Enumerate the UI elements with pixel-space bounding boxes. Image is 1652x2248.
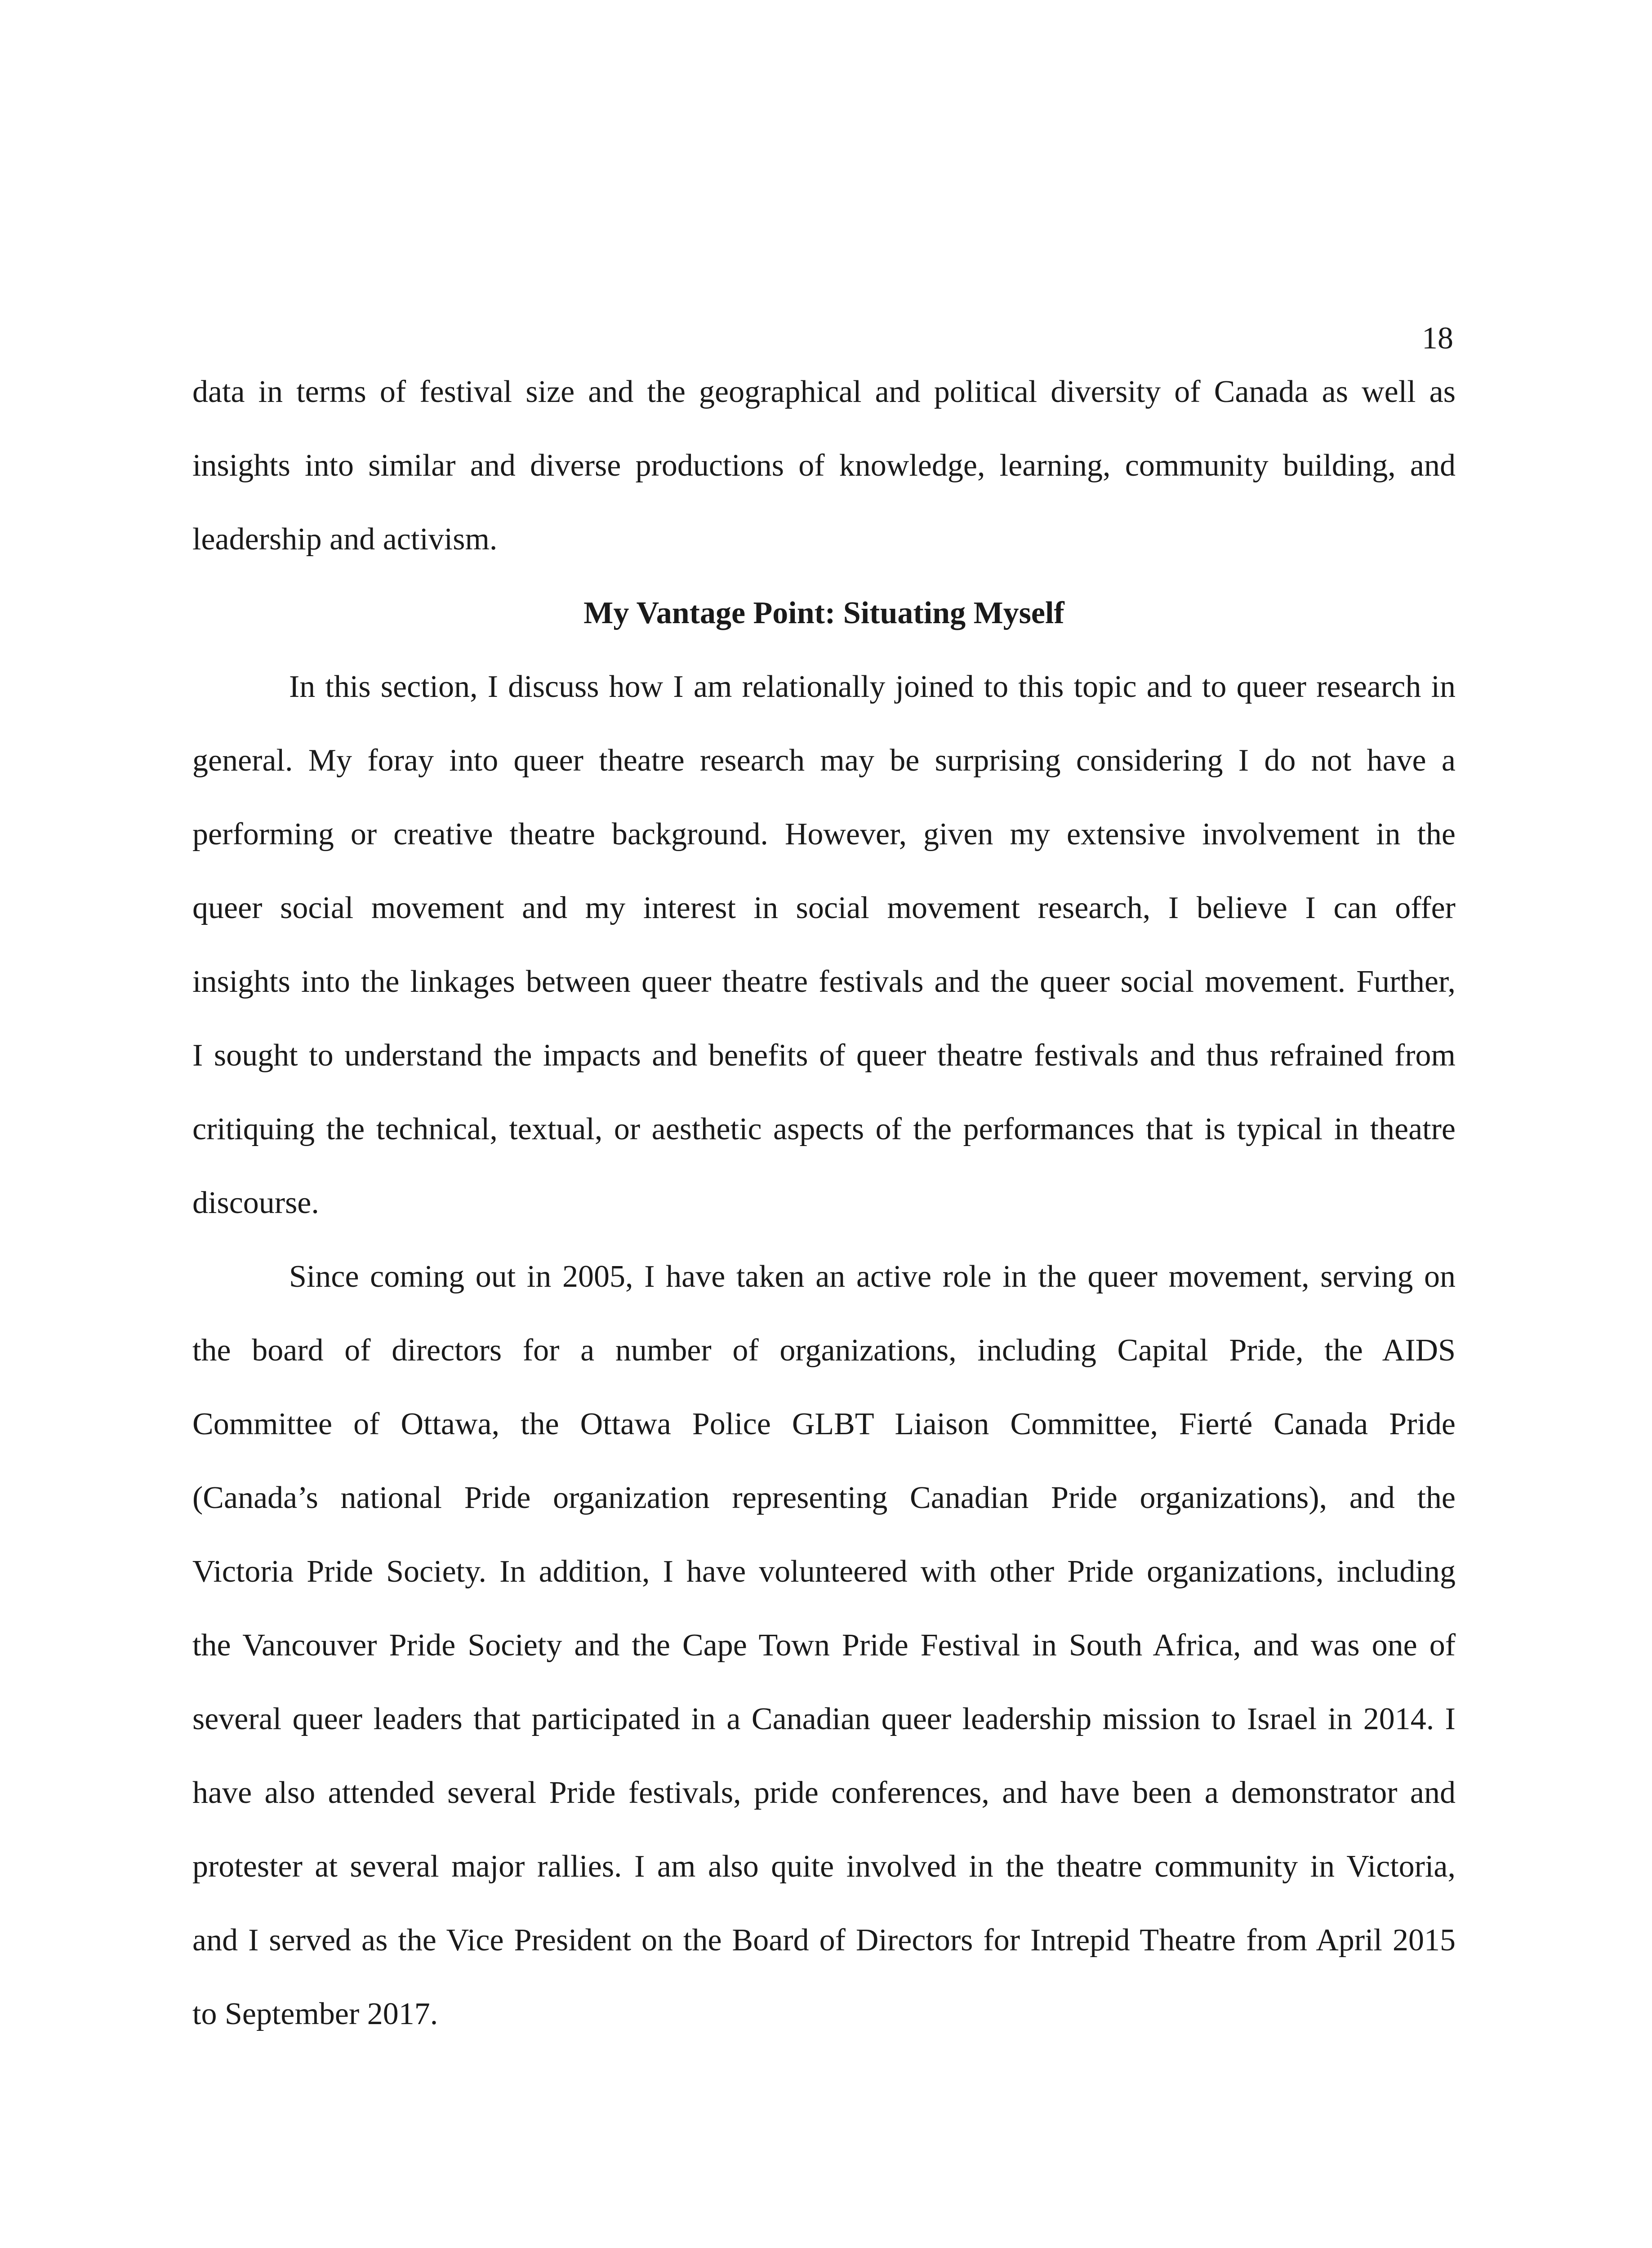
text-line: several queer leaders that participated in a Canadian queer leadership mission to Israel in 2014. I (192, 1702, 1456, 1736)
text-line: and I served as the Vice President on the Board of Directors for Intrepid Theatre from April 2015 (192, 1923, 1456, 1958)
paragraph-3 (192, 1240, 1456, 2051)
text-line: data in terms of festival size and the geographical and political diversity of Canada as well as (192, 375, 1456, 409)
text-line: discourse. (192, 1186, 319, 1220)
text-line: the board of directors for a number of organizations, including Capital Pride, the AIDS (192, 1333, 1456, 1368)
text-line: I sought to understand the impacts and benefits of queer theatre festivals and thus refrained from (192, 1038, 1456, 1073)
text-line: have also attended several Pride festivals, pride conferences, and have been a demonstrator and (192, 1775, 1456, 1810)
paragraph-2 (192, 650, 1456, 1240)
text-line: performing or creative theatre background. However, given my extensive involvement in the (192, 817, 1456, 852)
text-line: Victoria Pride Society. In addition, I have volunteered with other Pride organizations, including (192, 1554, 1456, 1589)
text-line: Committee of Ottawa, the Ottawa Police GLBT Liaison Committee, Fierté Canada Pride (192, 1407, 1456, 1441)
text-line: queer social movement and my interest in social movement research, I believe I can offer (192, 891, 1456, 925)
section-heading: My Vantage Point: Situating Myself (583, 596, 1064, 630)
text-line: Since coming out in 2005, I have taken an active role in the queer movement, serving on (289, 1259, 1456, 1294)
text-line: protester at several major rallies. I am also quite involved in the theatre community in Victoria, (192, 1849, 1456, 1884)
body-text (192, 355, 1456, 2051)
text-line: insights into similar and diverse productions of knowledge, learning, community building, and (192, 448, 1456, 483)
paragraph-1 (192, 355, 1456, 576)
text-line: critiquing the technical, textual, or aesthetic aspects of the performances that is typical in theatre (192, 1112, 1456, 1146)
text-line: In this section, I discuss how I am relationally joined to this topic and to queer research in (289, 669, 1456, 704)
text-line: to September 2017. (192, 1997, 438, 2031)
text-line: leadership and activism. (192, 522, 498, 557)
text-line: (Canada’s national Pride organization representing Canadian Pride organizations), and the (192, 1481, 1456, 1515)
text-line: the Vancouver Pride Society and the Cape Town Pride Festival in South Africa, and was one of (192, 1628, 1456, 1663)
page-number: 18 (1422, 321, 1453, 356)
text-line: insights into the linkages between queer theatre festivals and the queer social movement. Further, (192, 964, 1456, 999)
text-line: general. My foray into queer theatre research may be surprising considering I do not have a (192, 743, 1456, 778)
